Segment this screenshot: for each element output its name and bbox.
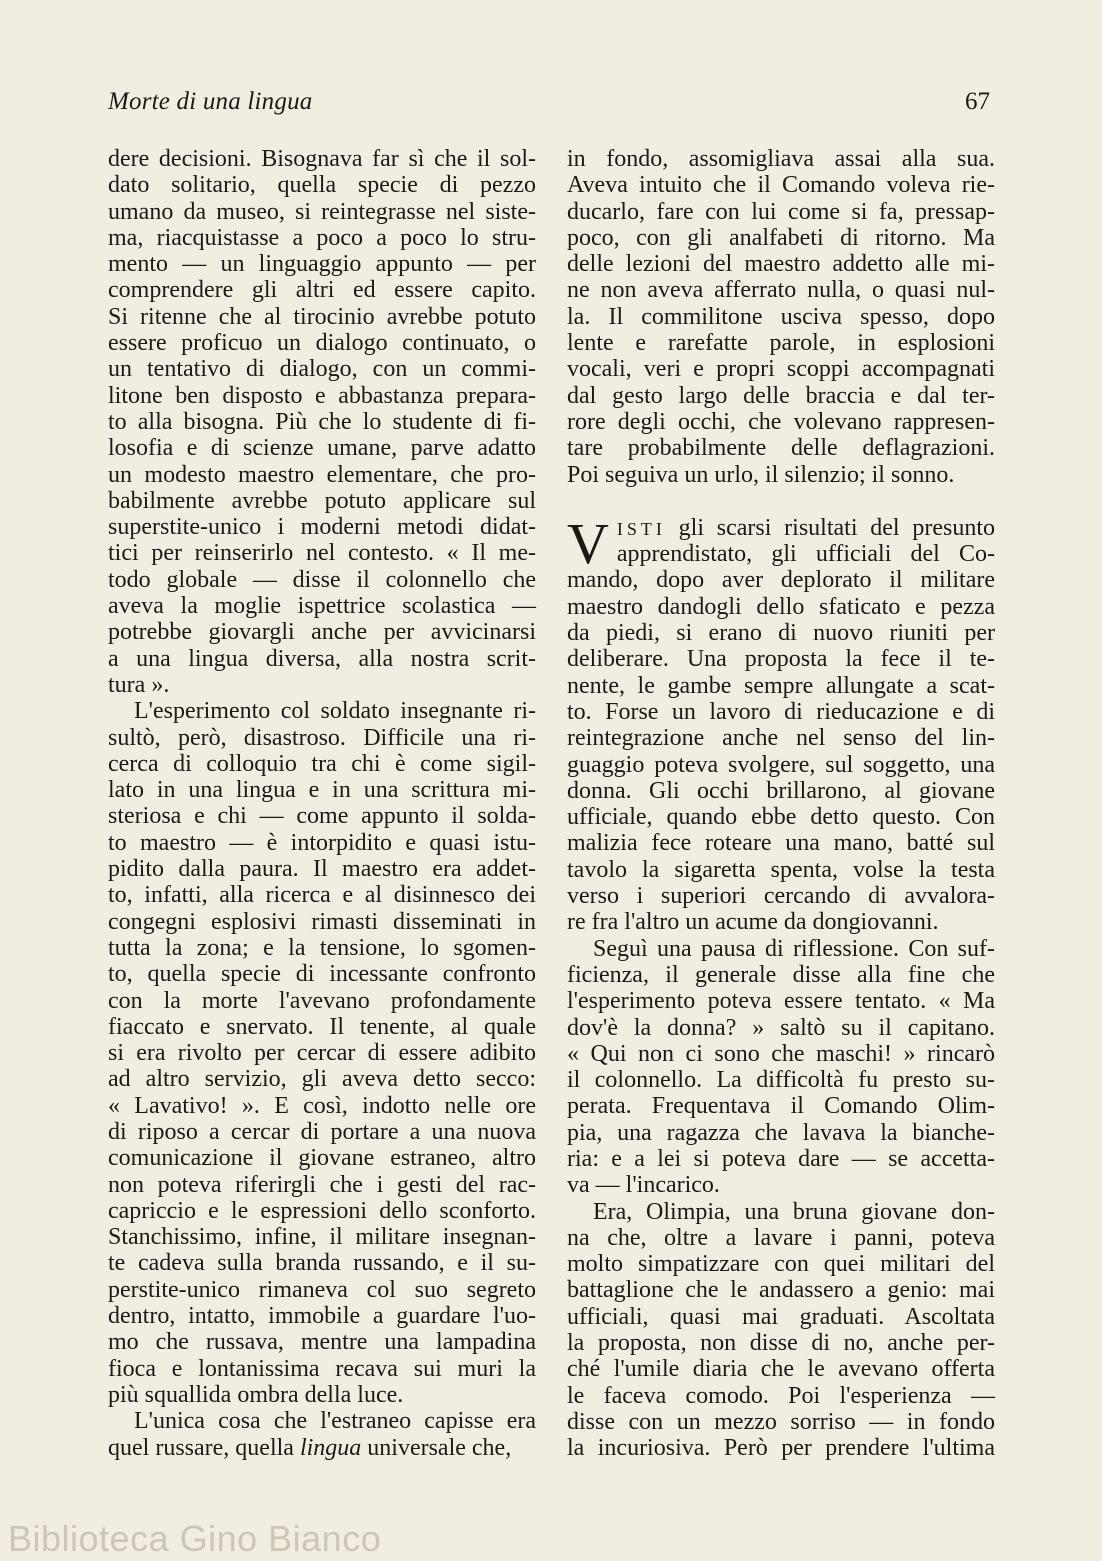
text-fragment: gli scarsi risultati del presunto (678, 514, 995, 541)
text-line: superstite-unico i moderni metodi didat- (108, 514, 536, 541)
text-line: mento — un linguaggio appunto — per (108, 251, 536, 278)
text-line: pidito dalla paura. Il maestro era addet- (108, 856, 536, 883)
text-fragment: universale che, (367, 1434, 512, 1461)
text-line: tare probabilmente delle deflagrazioni. (567, 435, 995, 462)
text-line: fioca e lontanissima recava sui muri la (108, 1355, 536, 1382)
text-line: comprendere gli altri ed essere capito. (108, 277, 536, 304)
text-line: capriccio e le espressioni dello sconforto. (108, 1197, 536, 1224)
text-line: to. Forse un lavoro di rieducazione e di (567, 698, 995, 725)
text-line: litone ben disposto e abbastanza prepara- (108, 382, 536, 409)
text-line: congegni esplosivi rimasti disseminati in (108, 908, 536, 935)
text-line: fiaccato e snervato. Il tenente, al quale (108, 1013, 536, 1040)
text-line: tutta la zona; e la tensione, lo sgomen- (108, 934, 536, 961)
section-break (567, 488, 995, 515)
text-line: a una lingua diversa, alla nostra scrit- (108, 645, 536, 672)
text-line: la incuriosiva. Però per prendere l'ultima (567, 1435, 995, 1462)
text-line: comunicazione il giovane estraneo, altro (108, 1145, 536, 1172)
watermark: Biblioteca Gino Bianco (8, 1518, 382, 1559)
text-line: ficienza, il generale disse alla fine che (567, 961, 995, 988)
text-line: le faceva comodo. Poi l'esperienza — (567, 1382, 995, 1409)
text-line: umano da museo, si reintegrasse nel siste- (108, 198, 536, 225)
text-line: maestro dandogli dello sfaticato e pezza (567, 593, 995, 620)
text-line: tici per reinserirlo nel contesto. « Il me- (108, 540, 536, 567)
text-line: mo che russava, mentre una lampadina (108, 1329, 536, 1356)
text-line: potrebbe giovargli anche per avvicinarsi (108, 619, 536, 646)
text-line: ad altro servizio, gli aveva detto secco: (108, 1066, 536, 1093)
text-line: guaggio poteva svolgere, sul soggetto, una (567, 751, 995, 778)
text-line: più squallida ombra della luce. (108, 1381, 404, 1408)
text-line: tura ». (108, 671, 170, 698)
text-line: dentro, intatto, immobile a guardare l'uo- (108, 1303, 536, 1330)
text-line: aveva la moglie ispettrice scolastica — (108, 593, 536, 620)
text-line: dere decisioni. Bisognava far sì che il sol- (108, 146, 536, 172)
text-line: verso i superiori cercando di avvalora- (567, 883, 995, 910)
text-line: l'esperimento poteva essere tentato. « Ma (567, 988, 995, 1015)
text-line: ma, riacquistasse a poco a poco lo stru- (108, 224, 536, 251)
text-line: perstite-unico rimaneva col suo segreto (108, 1276, 536, 1303)
text-line: un tentativo di dialogo, con un commi- (108, 356, 536, 383)
text-line: Seguì una pausa di riflessione. Con suf- (593, 935, 995, 962)
text-line: il colonnello. La difficoltà fu presto su- (567, 1067, 995, 1094)
text-line: Si ritenne che al tirocinio avrebbe potuto (108, 303, 536, 330)
text-line: perata. Frequentava il Comando Olim- (567, 1093, 995, 1120)
text-fragment: quel russare, quella (108, 1434, 294, 1461)
text-line: Era, Olimpia, una bruna giovane don- (593, 1198, 995, 1225)
text-line: deliberare. Una proposta la fece il te- (567, 646, 995, 673)
text-line: te cadeva sulla branda russando, e il su- (108, 1250, 536, 1277)
text-line: si era rivolto per cercar di essere adibito (108, 1040, 536, 1067)
text-line: dal gesto largo delle braccia e dal ter- (567, 382, 995, 409)
text-line-mixed (108, 1435, 536, 1461)
text-line: tavolo la sigaretta spenta, volse la testa (567, 856, 995, 883)
text-line: di riposo a cercar di portare a una nuova (108, 1118, 536, 1145)
text-line: in fondo, assomigliava assai alla sua. (567, 146, 995, 172)
text-line: delle lezioni del maestro addetto alle mi- (567, 251, 995, 278)
text-line: dato solitario, quella specie di pezzo (108, 172, 536, 199)
text-line: « Qui non ci sono che maschi! » rincarò (567, 1040, 995, 1067)
text-line: ufficiali, quasi mai graduati. Ascoltata (567, 1303, 995, 1330)
text-line: nente, le gambe sempre allungate a scat- (567, 672, 995, 699)
text-line: malizia fece roteare una mano, batté sul (567, 830, 995, 857)
text-line: to, quella specie di incessante confronto (108, 961, 536, 988)
text-line: disse con un mezzo sorriso — in fondo (567, 1408, 995, 1435)
text-line: L'unica cosa che l'estraneo capisse era (134, 1408, 536, 1435)
text-line: Stanchissimo, infine, il militare insegnan- (108, 1224, 536, 1251)
drop-cap: V (567, 514, 609, 568)
text-line: dov'è la donna? » saltò su il capitano. (567, 1014, 995, 1041)
section-opening (567, 515, 995, 568)
text-line: to alla bisogna. Più che lo studente di fi- (108, 408, 536, 435)
text-line: ria: e a lei si poteva dare — se accetta- (567, 1145, 995, 1172)
text-line: da piedi, si erano di nuovo riuniti per (567, 620, 995, 647)
text-line: non poteva riferirgli che i gesti del rac- (108, 1171, 536, 1198)
text-line-with-small-caps (567, 515, 995, 541)
page-number: 67 (965, 88, 990, 115)
text-line: molto simpatizzare con quei militari del (567, 1251, 995, 1278)
text-line: L'esperimento col soldato insegnante ri- (134, 698, 536, 725)
text-line: Aveva intuito che il Comando voleva rie- (567, 172, 995, 199)
text-line: un modesto maestro elementare, che pro- (108, 461, 536, 488)
text-line: re fra l'altro un acume da dongiovanni. (567, 909, 939, 936)
text-line: essere proficuo un dialogo continuato, o (108, 330, 536, 357)
text-line: donna. Gli occhi brillarono, al giovane (567, 777, 995, 804)
text-line: reintegrazione anche nel senso del lin- (567, 725, 995, 752)
text-line: ducarlo, fare con lui come si fa, pressap- (567, 198, 995, 225)
text-line: babilmente avrebbe potuto applicare sul (108, 487, 536, 514)
text-line: la proposta, non disse di no, anche per- (567, 1330, 995, 1357)
text-line: todo globale — disse il colonnello che (108, 566, 536, 593)
text-line: con la morte l'avevano profondamente (108, 987, 536, 1014)
text-line: losofia e di scienze umane, parve adatto (108, 435, 536, 462)
text-line: apprendistato, gli ufficiali del Co- (616, 541, 995, 568)
text-line: rore degli occhi, che volevano rappresen- (567, 408, 995, 435)
text-line: poco, con gli analfabeti di ritorno. Ma (567, 224, 995, 251)
italic-word: lingua (299, 1434, 362, 1461)
text-line: ufficiale, quando ebbe detto questo. Con (567, 804, 995, 831)
small-caps: ISTI (616, 518, 666, 539)
text-line: to maestro — è intorpidito e quasi istu- (108, 829, 536, 856)
running-head-title: Morte di una lingua (108, 88, 313, 115)
text-line: la. Il commilitone usciva spesso, dopo (567, 303, 995, 330)
left-column (108, 146, 536, 1461)
text-line: battaglione che le andassero a genio: mai (567, 1277, 995, 1304)
right-column (567, 146, 995, 1462)
text-line: pia, una ragazza che lavava la bianche- (567, 1119, 995, 1146)
text-line: na che, oltre a lavare i panni, poteva (567, 1224, 995, 1251)
text-line: ne non aveva afferrato nulla, o quasi nul- (567, 277, 995, 304)
text-line: mando, dopo aver deplorato il militare (567, 567, 995, 594)
text-line: steriosa e chi — come appunto il solda- (108, 803, 536, 830)
text-line: « Lavativo! ». E così, indotto nelle ore (108, 1092, 536, 1119)
text-line: Poi seguiva un urlo, il silenzio; il sonno. (567, 461, 955, 488)
text-line: lente e rarefatte parole, in esplosioni (567, 330, 995, 357)
text-line: sultò, però, disastroso. Difficile una ri- (108, 724, 536, 751)
text-line: lato in una lingua e in una scrittura mi- (108, 777, 536, 804)
text-line: to, infatti, alla ricerca e al disinnesco dei (108, 882, 536, 909)
text-line: cerca di colloquio tra chi è come sigil- (108, 750, 536, 777)
text-line: ché l'umile diaria che le avevano offerta (567, 1356, 995, 1383)
text-line: vocali, veri e propri scoppi accompagnati (567, 356, 995, 383)
text-line: va — l'incarico. (567, 1172, 720, 1199)
